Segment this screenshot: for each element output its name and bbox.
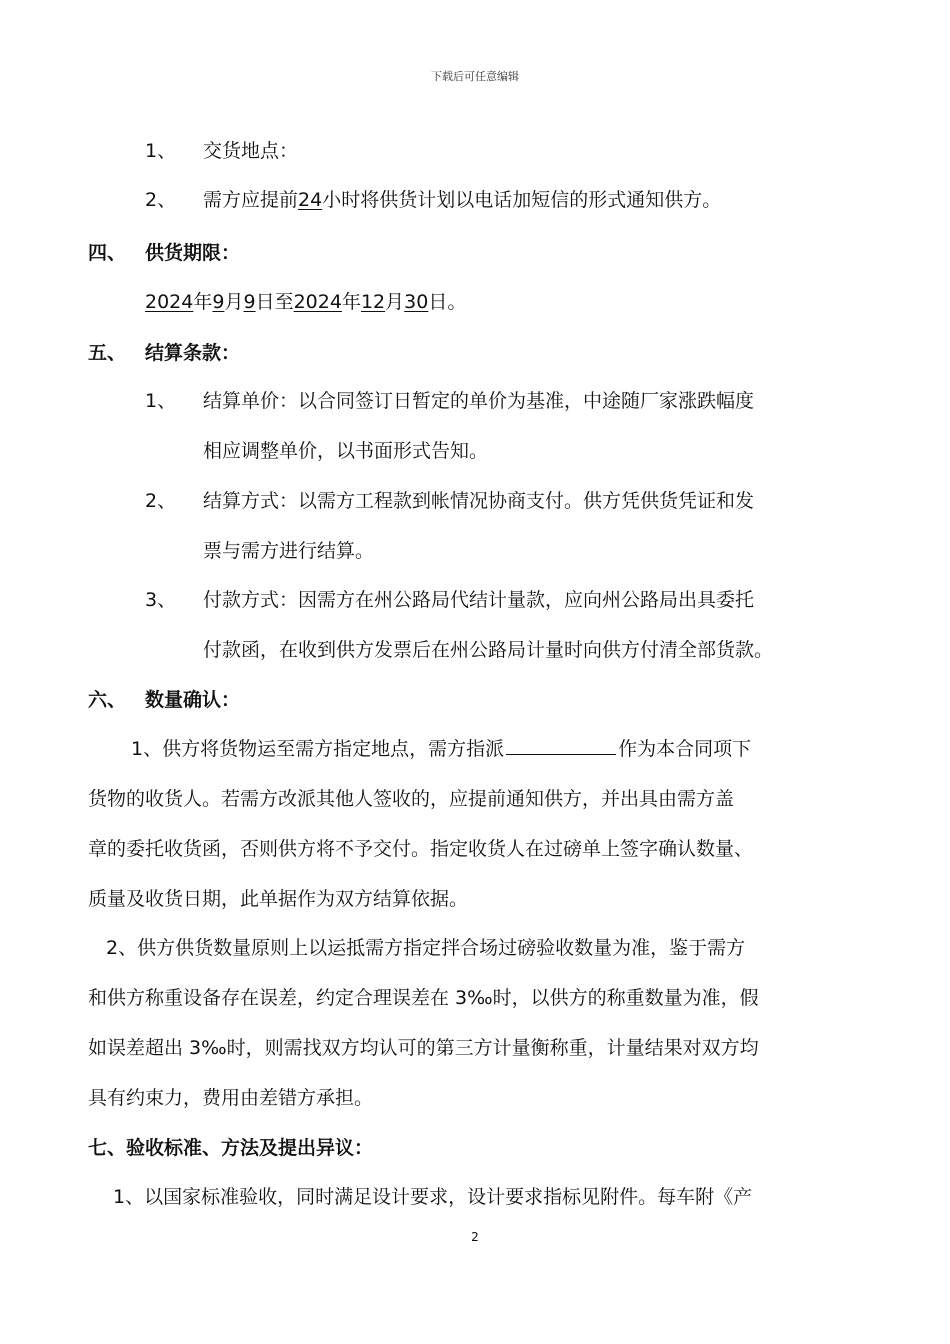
- section-4-title: 供货期限：: [145, 242, 241, 264]
- start-day: 9: [243, 291, 256, 313]
- quantity-para-1-line-1: [131, 736, 751, 762]
- end-day: 30: [404, 291, 429, 313]
- section-6-number: 六、: [88, 689, 127, 711]
- end-year: 2024: [293, 291, 342, 313]
- start-year: 2024: [145, 291, 194, 313]
- delivery-item-1-text: 交货地点：: [203, 140, 299, 162]
- settlement-item-2-line-1: 结算方式：以需方工程款到帐情况协商支付。供方凭供货凭证和发: [203, 490, 755, 512]
- quantity-para-2-line-2: 和供方称重设备存在误差，约定合理误差在 3‰时，以供方的称重数量为准，假: [88, 987, 759, 1009]
- page-number: 2: [471, 1230, 479, 1244]
- settlement-item-2-line-2: 票与需方进行结算。: [203, 540, 375, 562]
- delivery-item-2-pre: 需方应提前: [203, 189, 299, 211]
- delivery-item-1-number: 1、: [145, 140, 177, 162]
- settlement-item-1-line-2: 相应调整单价，以书面形式告知。: [203, 440, 489, 462]
- section-7-title: 七、验收标准、方法及提出异议：: [88, 1137, 374, 1159]
- settlement-item-1-number: 1、: [145, 390, 177, 412]
- advance-hours: 24: [298, 189, 323, 211]
- delivery-item-2-post: 小时将供货计划以电话加短信的形式通知供方。: [322, 189, 722, 211]
- year-char-2: 年: [341, 291, 361, 313]
- section-5-number: 五、: [88, 342, 127, 364]
- year-char: 年: [193, 291, 213, 313]
- section-5-title: 结算条款：: [145, 342, 241, 364]
- day-to-char: 日至: [255, 291, 294, 313]
- start-month: 9: [212, 291, 225, 313]
- delivery-item-2-text: [203, 187, 721, 213]
- delivery-item-2-number: 2、: [145, 189, 177, 211]
- quantity-para-2-line-3: 如误差超出 3‰时，则需找双方均认可的第三方计量衡称重，计量结果对双方均: [88, 1037, 759, 1059]
- acceptance-para-1-line-1: 1、以国家标准验收，同时满足设计要求，设计要求指标见附件。每车附《产: [113, 1186, 753, 1208]
- quantity-para-1-line-2: 货物的收货人。若需方改派其他人签收的，应提前通知供方，并出具由需方盖: [88, 788, 735, 810]
- end-month: 12: [360, 291, 386, 313]
- quantity-para-1-pre: 1、供方将货物运至需方指定地点，需方指派: [131, 738, 505, 760]
- section-6-title: 数量确认：: [145, 689, 241, 711]
- quantity-para-1-line-3: 章的委托收货函，否则供方将不予交付。指定收货人在过磅单上签字确认数量、: [88, 838, 754, 860]
- consignee-blank: [506, 736, 616, 755]
- settlement-item-1-line-1: 结算单价：以合同签订日暂定的单价为基准，中途随厂家涨跌幅度: [203, 390, 755, 412]
- month-char: 月: [224, 291, 244, 313]
- supply-period: [145, 289, 466, 315]
- settlement-item-3-line-2: 付款函，在收到供方发票后在州公路局计量时向供方付清全部货款。: [203, 639, 774, 661]
- quantity-para-2-line-1: 2、供方供货数量原则上以运抵需方指定拌合场过磅验收数量为准，鉴于需方: [106, 937, 746, 959]
- header-note: 下载后可任意编辑: [431, 70, 519, 83]
- settlement-item-3-line-1: 付款方式：因需方在州公路局代结计量款，应向州公路局出具委托: [203, 589, 755, 611]
- quantity-para-1-post: 作为本合同项下: [618, 738, 752, 760]
- month-char-2: 月: [385, 291, 405, 313]
- settlement-item-2-number: 2、: [145, 490, 177, 512]
- section-4-number: 四、: [88, 242, 127, 264]
- day-end-char: 日。: [428, 291, 467, 313]
- quantity-para-2-line-4: 具有约束力，费用由差错方承担。: [88, 1087, 374, 1109]
- settlement-item-3-number: 3、: [145, 589, 177, 611]
- quantity-para-1-line-4: 质量及收货日期，此单据作为双方结算依据。: [88, 888, 469, 910]
